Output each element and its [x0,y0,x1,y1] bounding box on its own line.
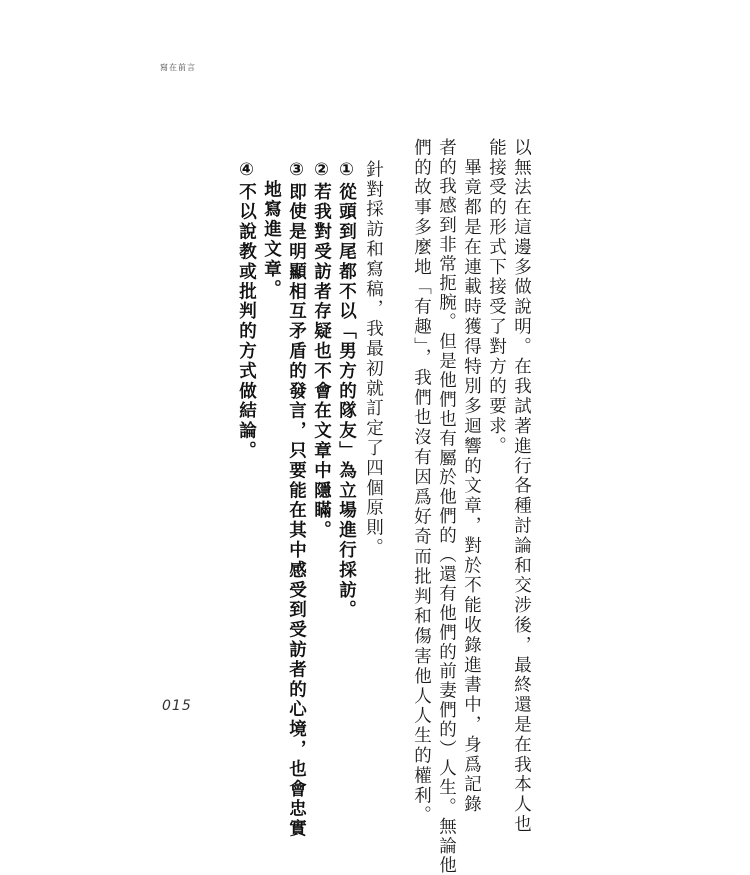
principle-item: ②若我對受訪者存疑也不會在文章中隱瞞。 [311,160,332,541]
body-line: 能接受的形式下接受了對方的要求。 [486,138,507,457]
principle-item: ③即使是明顯相互矛盾的發言，只要能在其中感受到受訪者的心境，也會忠實 [286,160,307,840]
page-number: 015 [162,698,192,714]
body-line: 針對採訪和寫稿，我最初就訂定了四個原則。 [363,160,384,558]
principle-item: 地寫進文章。 [261,160,282,300]
running-header: 寫在前言 [160,63,196,72]
body-line: 們的故事多麼地「有趣」，我們也沒有因爲好奇而批判和傷害他人人生的權利。 [411,138,432,826]
principle-item: ①從頭到尾都不以「男方的隊友」為立場進行採訪。 [336,160,357,621]
body-line: 者的我感到非常扼腕。但是他們也有屬於他們的（還有他們的前妻們的）人生。無論他 [436,138,457,875]
body-line: 以無法在這邊多做說明。在我試著進行各種討論和交涉後，最終還是在我本人也 [511,138,532,835]
body-line: 畢竟都是在連載時獲得特別多迴響的文章，對於不能收錄進書中，身爲記錄 [461,138,482,815]
principle-item: ④不以說教或批判的方式做結論。 [236,160,257,461]
